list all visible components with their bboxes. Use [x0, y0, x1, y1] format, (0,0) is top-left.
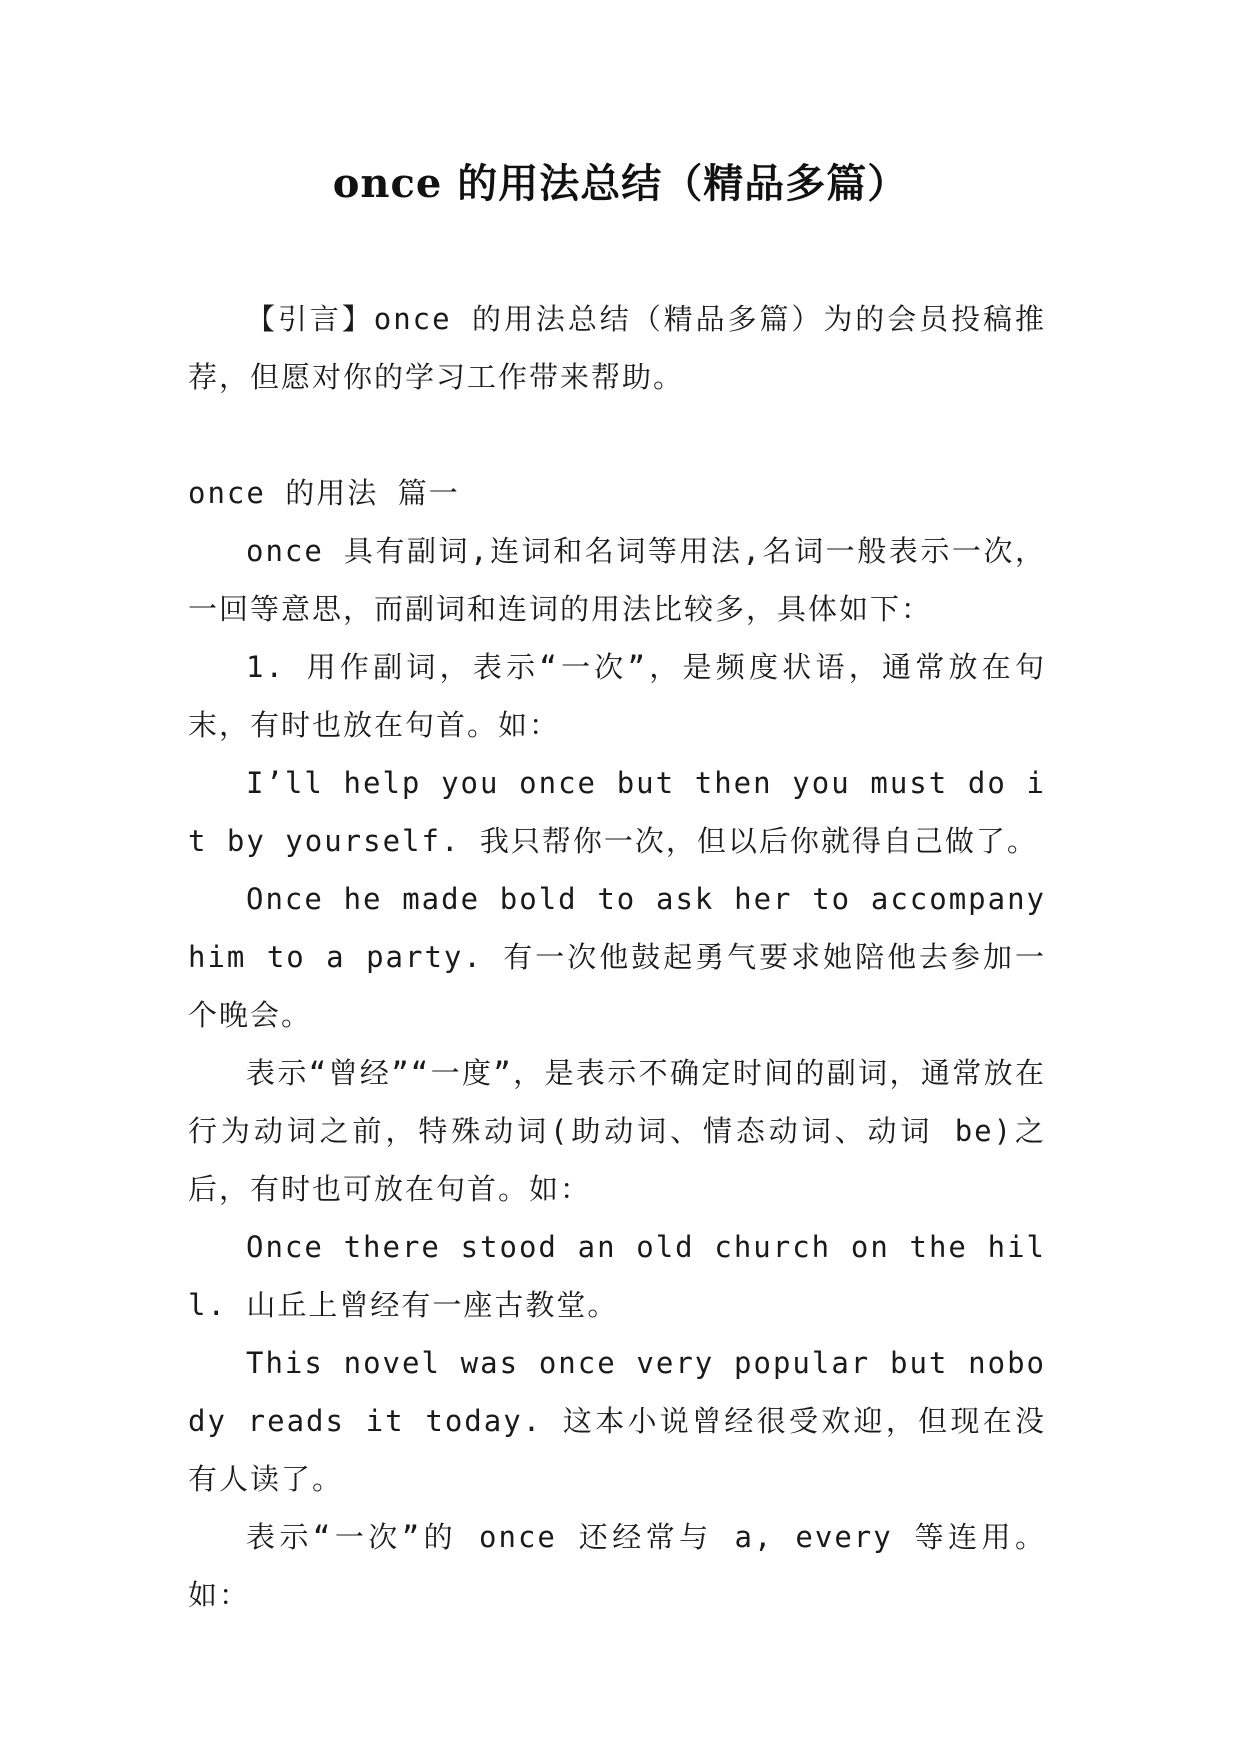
section-heading: once 的用法 篇一: [188, 476, 460, 510]
document-title: once 的用法总结（精品多篇）: [332, 160, 909, 207]
body-paragraph: once 具有副词,连词和名词等用法,名词一般表示一次，一回等意思，而副词和连词的用法比较多，具体如下：: [188, 534, 1046, 626]
body-paragraph: 表示“一次”的 once 还经常与 a, every 等连用。如：: [188, 1520, 1046, 1612]
paragraph-spacer: [188, 406, 1046, 464]
example-paragraph: I’ll help you once but then you must do it by yourself. 我只帮你一次，但以后你就得自己做了。: [188, 766, 1046, 858]
example-paragraph: This novel was once very popular but nobody reads it today. 这本小说曾经很受欢迎，但现在没有人读了。: [188, 1346, 1046, 1496]
example-paragraph: Once he made bold to ask her to accompany him to a party. 有一次他鼓起勇气要求她陪他去参加一个晚会。: [188, 882, 1046, 1032]
body-paragraph: 表示“曾经”“一度”，是表示不确定时间的副词，通常放在行为动词之前，特殊动词(助动词、情态动词、动词 be)之后，有时也可放在句首。如：: [188, 1056, 1046, 1206]
intro-paragraph: 【引言】once 的用法总结（精品多篇）为的会员投稿推荐，但愿对你的学习工作带来帮助。: [188, 302, 1046, 394]
body-paragraph: 1. 用作副词，表示“一次”，是频度状语，通常放在句末，有时也放在句首。如：: [188, 650, 1046, 742]
document-body: [188, 290, 1046, 1624]
example-paragraph: Once there stood an old church on the hill. 山丘上曾经有一座古教堂。: [188, 1230, 1046, 1322]
